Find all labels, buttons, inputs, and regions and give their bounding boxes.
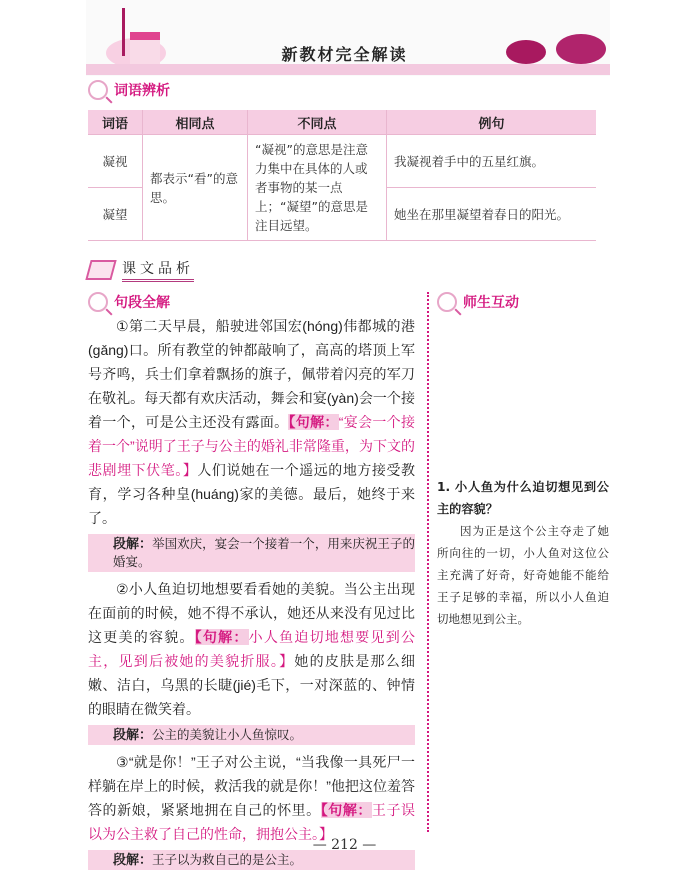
summary-label: 段解： (113, 727, 153, 742)
text: ②小人鱼迫切地想要看看她的美貌。当公主出现在面前的时候，她不得不承认，她还从来没有见过比这更美的容貌。 (88, 581, 415, 645)
same-cell: 都表示“看”的意思。 (143, 135, 248, 241)
word-cell: 凝视 (88, 135, 143, 188)
text: 人们说她在一个遥远的地方接受教育，学习各种皇(huáng)家的美德。最后，她终于来了。 (88, 462, 416, 526)
paragraph-2 (88, 577, 415, 721)
column-header: 不同点 (248, 110, 387, 135)
right-heading (437, 292, 519, 312)
answer-text: 因为正是这个公主夺走了她所向往的一切，小人鱼对这位公主充满了好奇，好奇她能不能给王子足够的幸福，所以小人鱼迫切地想见到公主。 (437, 524, 609, 626)
column-header: 相同点 (143, 110, 248, 135)
header-band (86, 64, 610, 75)
summary-text: 公主的美貌让小人鱼惊叹。 (152, 728, 303, 742)
table-header (88, 110, 596, 135)
section-title: 师生互动 (463, 295, 519, 311)
note-label: 【句解： (288, 414, 339, 430)
section-vocab-heading (88, 80, 170, 100)
table-row (88, 135, 596, 188)
column-divider (427, 292, 429, 832)
section-text-heading (88, 258, 194, 282)
word-cell: 凝望 (88, 188, 143, 241)
summary-label: 段解： (113, 536, 153, 551)
example-cell: 我凝视着手中的五星红旗。 (387, 135, 597, 188)
left-heading (88, 292, 170, 312)
note-label: 【句解： (320, 802, 372, 818)
note-label: 【句解： (194, 629, 249, 645)
summary-label: 段解： (113, 852, 153, 867)
paragraph-summary (88, 725, 415, 745)
note-text: 王子误以为公主救了自己的性命，拥抱公主。】 (88, 802, 416, 842)
example-cell: 她坐在那里凝望着春日的阳光。 (387, 188, 597, 241)
summary-text: 王子以为救自己的是公主。 (152, 853, 303, 867)
section-title: 句段全解 (114, 295, 170, 311)
section-title: 词语辨析 (114, 83, 170, 99)
book-icon (85, 260, 116, 280)
book-title: 新教材完全解读 (281, 45, 408, 64)
diff-cell: “凝视”的意思是注意力集中在具体的人或者事物的某一点上；“凝望”的意思是注目远望。 (248, 135, 387, 241)
magnifier-icon (88, 292, 108, 312)
section-title: 课文品析 (122, 258, 194, 282)
note-text: 小人鱼迫切地想要见到公主，见到后被她的美貌折服。】 (88, 629, 416, 669)
column-header: 例句 (387, 110, 597, 135)
page-number: — 212 — (312, 837, 377, 853)
paragraph-summary (88, 534, 415, 572)
note-text: “宴会一个接着一个”说明了王子与公主的婚礼非常隆重，为下文的悲剧埋下伏笔。】 (88, 414, 416, 478)
text: ①第二天早晨，船驶进邻国宏(hóng)伟都城的港(gǎng)口。所有教堂的钟都敲响了，高高的塔顶上军号齐鸣，兵士们拿着飘扬的旗子，佩带着闪亮的军刀在敬礼。每天都有欢庆活动，舞会和宴(yàn)会一个接着一个，可是公主还没有露面。 (88, 318, 415, 430)
magnifier-icon (88, 80, 108, 100)
magnifier-icon (437, 292, 457, 312)
summary-text: 举国欢庆，宴会一个接着一个，用来庆祝王子的婚宴。 (113, 537, 415, 569)
text: 她的皮肤是那么细嫩、洁白，乌黑的长睫(jié)毛下，一对深蓝的、钟情的眼睛在微笑着。 (88, 653, 416, 717)
paragraph-1 (88, 314, 415, 530)
column-header: 词语 (88, 110, 143, 135)
paragraph-3 (88, 750, 415, 846)
question-text: 1. 小人鱼为什么迫切想见到公主的容貌？ (437, 480, 609, 516)
left-column (88, 314, 415, 875)
interaction-question (437, 476, 609, 630)
vocab-table (88, 110, 596, 241)
text: ③“就是你！”王子对公主说，“当我像一具死尸一样躺在岸上的时候，救活我的就是你！”他把这位羞答答的新娘，紧紧地拥在自己的怀里。 (88, 754, 415, 818)
